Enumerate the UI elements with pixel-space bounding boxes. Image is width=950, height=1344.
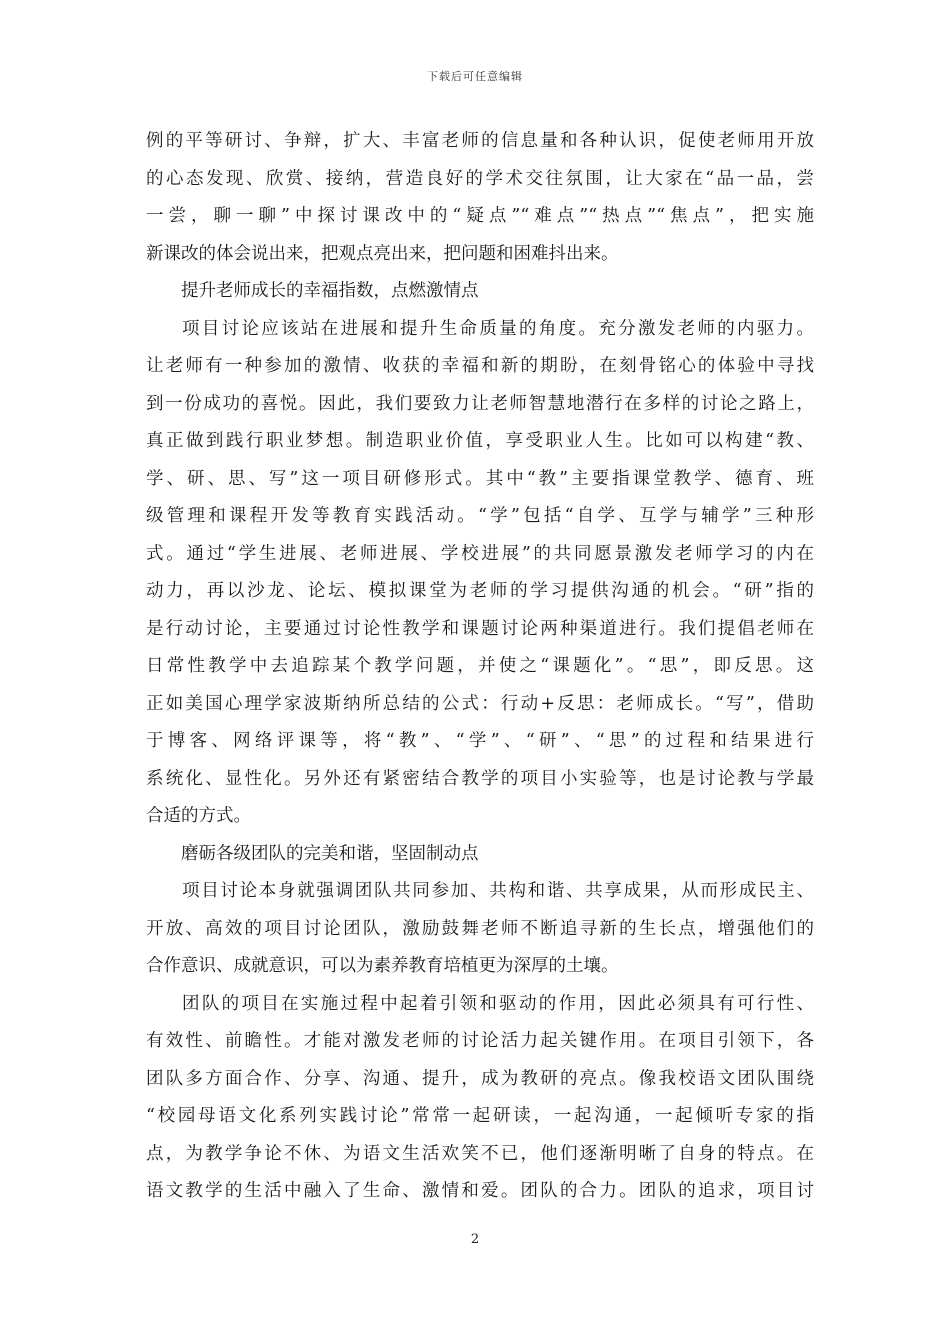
body-line: 日常性教学中去追踪某个教学问题，并使之“课题化”。“思”，即反思。这 (146, 656, 814, 676)
body-line: 式。通过“学生进展、老师进展、学校进展”的共同愿景激发老师学习的内在 (146, 543, 814, 564)
body-line: 于博客、网络评课等，将“教”、“学”、“研”、“思”的过程和结果进行 (146, 731, 814, 751)
body-line: 一尝，聊一聊”中探讨课改中的“疑点”“难点”“热点”“焦点”，把实施 (146, 206, 814, 226)
body-line: 合作意识、成就意识，可以为素养教育培植更为深厚的土壤。 (146, 956, 619, 976)
body-line: 真正做到践行职业梦想。制造职业价值，享受职业人生。比如可以构建“教、 (146, 431, 814, 451)
page-number: 2 (470, 1232, 480, 1247)
body-line: 动力，再以沙龙、论坛、模拟课堂为老师的学习提供沟通的机会。“研”指的 (146, 581, 814, 601)
body-line: 合适的方式。 (146, 806, 251, 826)
body-line: “校园母语文化系列实践讨论”常常一起研读，一起沟通，一起倾听专家的指 (146, 1106, 814, 1126)
body-line: 团队多方面合作、分享、沟通、提升，成为教研的亮点。像我校语文团队围绕 (146, 1068, 814, 1089)
body-line: 到一份成功的喜悦。因此，我们要致力让老师智慧地潜行在多样的讨论之路上， (146, 393, 814, 414)
body-line: 学、研、思、写”这一项目研修形式。其中“教”主要指课堂教学、德育、班 (146, 468, 814, 489)
body-line: 有效性、前瞻性。才能对激发老师的讨论活力起关键作用。在项目引领下，各 (146, 1031, 814, 1051)
body-line: 的心态发现、欣赏、接纳，营造良好的学术交往氛围，让大家在“品一品，尝 (146, 168, 814, 189)
section-heading: 提升老师成长的幸福指数，点燃激情点 (181, 281, 479, 301)
body-line: 点，为教学争论不休、为语文生活欢笑不已，他们逐渐明晰了自身的特点。在 (146, 1143, 814, 1164)
body-line: 项目讨论应该站在进展和提升生命质量的角度。充分激发老师的内驱力。 (182, 318, 814, 339)
body-line: 新课改的体会说出来，把观点亮出来，把问题和困难抖出来。 (146, 243, 619, 264)
body-line: 正如美国心理学家波斯纳所总结的公式：行动+反思：老师成长。“写”，借助 (146, 693, 814, 714)
body-line: 让老师有一种参加的激情、收获的幸福和新的期盼，在刻骨铭心的体验中寻找 (146, 356, 814, 376)
page-header: 下载后可任意编辑 (427, 70, 523, 83)
body-line: 是行动讨论，主要通过讨论性教学和课题讨论两种渠道进行。我们提倡老师在 (146, 618, 814, 639)
body-line: 系统化、显性化。另外还有紧密结合教学的项目小实验等，也是讨论教与学最 (146, 768, 814, 789)
body-line: 例的平等研讨、争辩，扩大、丰富老师的信息量和各种认识，促使老师用开放 (146, 131, 814, 151)
body-line: 团队的项目在实施过程中起着引领和驱动的作用，因此必须具有可行性、 (182, 993, 814, 1014)
body-line: 语文教学的生活中融入了生命、激情和爱。团队的合力。团队的追求，项目讨 (146, 1181, 814, 1201)
body-line: 级管理和课程开发等教育实践活动。“学”包括“自学、互学与辅学”三种形 (146, 506, 814, 526)
body-line: 开放、高效的项目讨论团队，激励鼓舞老师不断追寻新的生长点，增强他们的 (146, 918, 814, 939)
body-line: 项目讨论本身就强调团队共同参加、共构和谐、共享成果，从而形成民主、 (182, 881, 814, 901)
document-body (146, 123, 814, 1211)
section-heading: 磨砺各级团队的完美和谐，坚固制动点 (181, 843, 479, 864)
